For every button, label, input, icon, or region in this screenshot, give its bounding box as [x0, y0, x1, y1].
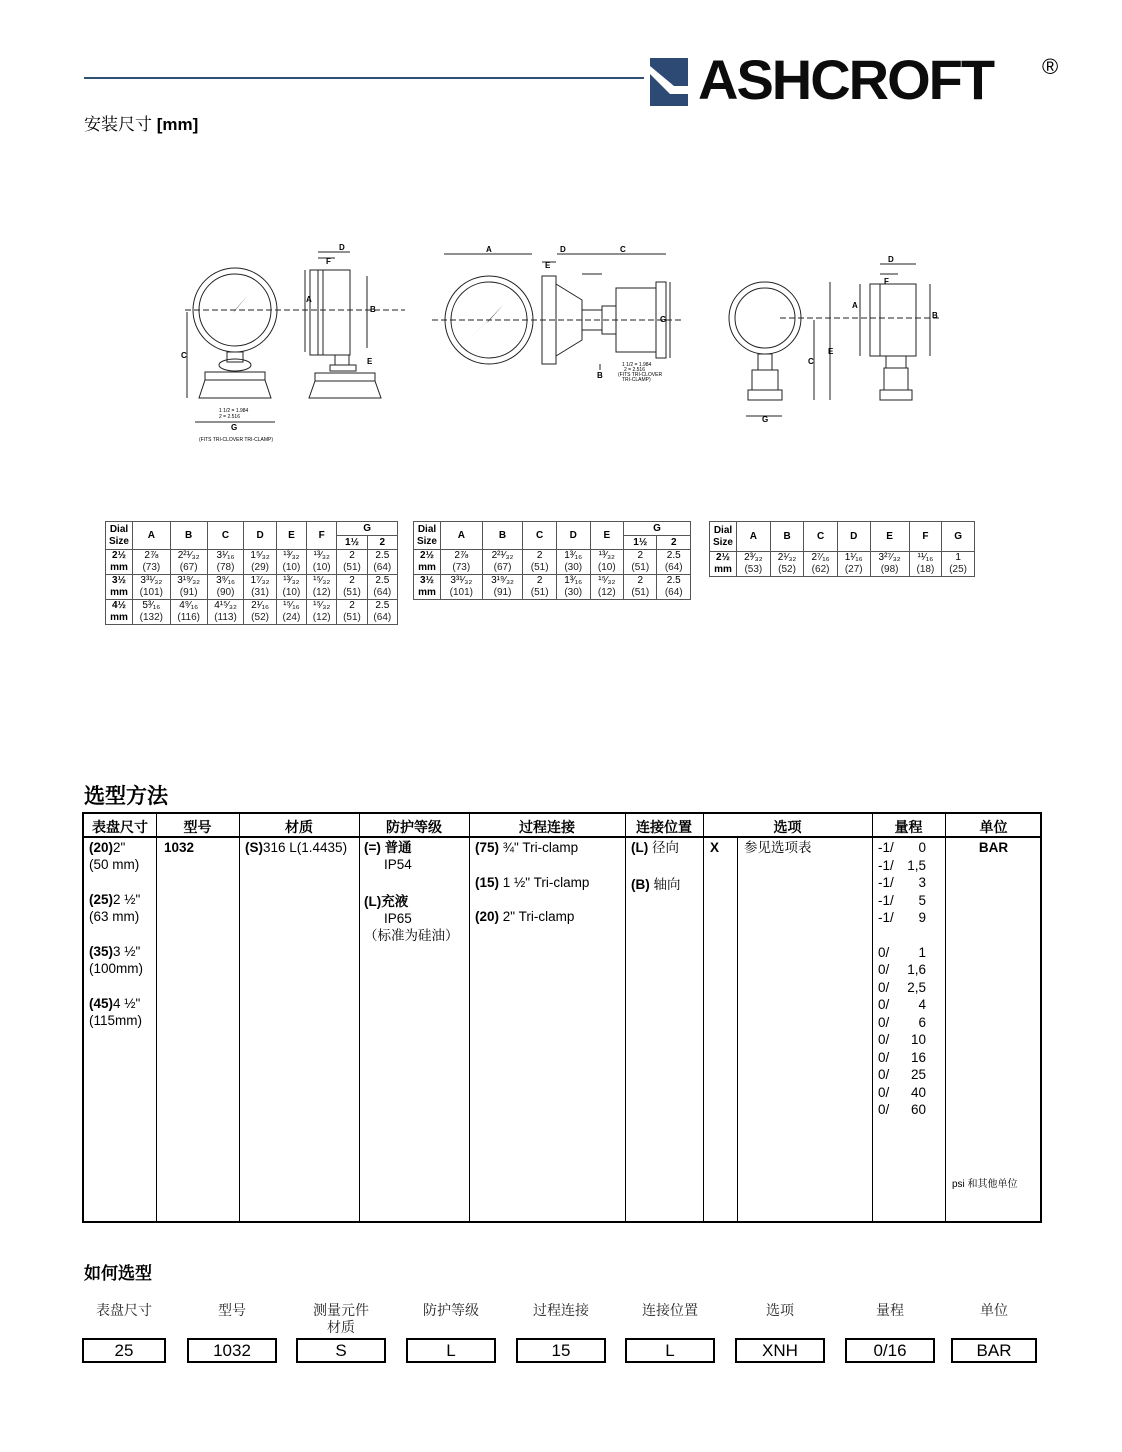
how-label: 表盘尺寸 — [96, 1302, 152, 1318]
range-item: 0/ 40 — [878, 1084, 926, 1100]
svg-text:D: D — [888, 255, 894, 264]
connection-option: (15) 1 ½" Tri-clamp — [475, 875, 590, 890]
svg-text:B: B — [370, 305, 376, 314]
col-divider — [737, 836, 738, 1221]
table-row: 3½ mm 3³¹⁄₃₂ (101) 3¹⁹⁄₃₂ (91) 2 (51) 1³⁄₁₆ (30) ¹⁵⁄₃₂ (12) 2 (51) 2.5 (64) — [414, 575, 691, 600]
header-protection: 防护等级 — [386, 819, 442, 835]
range-item: 0/ 4 — [878, 997, 926, 1012]
svg-text:G: G — [660, 315, 667, 324]
protection-option: (L)充液 IP65 （标准为硅油） — [364, 894, 459, 943]
how-value-box: BAR — [951, 1338, 1037, 1363]
subtitle-text: 安装尺寸 — [84, 115, 152, 134]
dimension-table-1: Dial Size A B C D E F G 1½ 2 2½ mm 2⅞ (73) 2²¹⁄₃₂ (67) 3¹⁄₁₆ (78) 1⁵⁄₃₂ (29) ¹³⁄₃₂ (10) ¹³⁄₃₂ (10) 2 (51) 2.5 (64) 3½ mm 3³¹⁄₃₂ (101) 3¹⁹⁄₃₂ (91) 3⁹⁄₁₆ (90) 1⁷⁄₃₂ (31) ¹³⁄₃₂ (10) ¹⁵⁄₃₂ (12) 2 (51) 2.5 (64) 4½ mm 5³⁄₁₆ (132) 4⁹⁄₁₆ (116) 4¹⁵⁄₃₂ (113) 2¹⁄₁₆ (52) ¹⁵⁄₁₆ (24) ¹⁵⁄₃₂ (12) 2 (51) 2.5 (64) — [105, 521, 398, 625]
how-value-box: 15 — [516, 1338, 606, 1363]
how-label: 测量元件 材质 — [313, 1302, 369, 1335]
how-value-box: L — [625, 1338, 715, 1363]
col-divider — [156, 814, 157, 1221]
option-code: X — [710, 840, 720, 855]
how-value-box: L — [406, 1338, 496, 1363]
connection-option: (75) ¾" Tri-clamp — [475, 840, 579, 855]
subtitle-unit: [mm] — [156, 115, 199, 134]
svg-text:E: E — [367, 357, 373, 366]
svg-text:B: B — [932, 311, 938, 320]
dial-size-option: (45)4 ½" (115mm) — [89, 996, 143, 1028]
header-process-connection: 过程连接 — [519, 819, 575, 835]
range-item: -1/ 0 — [878, 840, 926, 855]
header-material: 材质 — [285, 819, 313, 835]
svg-text:G: G — [762, 415, 769, 424]
logo-mark-icon — [648, 56, 696, 108]
how-label: 连接位置 — [642, 1302, 698, 1318]
material-option: (S)316 L(1.4435) — [245, 840, 348, 855]
install-dimensions-title — [84, 110, 198, 135]
col-divider — [359, 814, 360, 1221]
range-item: 0/ 16 — [878, 1049, 926, 1065]
col-divider — [239, 814, 240, 1221]
svg-text:(FITS TRI-CLOVER: (FITS TRI-CLOVER — [618, 372, 663, 378]
svg-text:B: B — [597, 371, 603, 380]
drawing-1 — [175, 240, 405, 450]
ashcroft-logo — [648, 48, 1068, 112]
svg-text:C: C — [181, 351, 187, 360]
svg-text:TRI-CLAMP): TRI-CLAMP) — [622, 377, 651, 383]
col-divider — [703, 814, 704, 1221]
model-value: 1032 — [164, 840, 195, 855]
connection-option: (20) 2" Tri-clamp — [475, 909, 575, 924]
range-item: -1/ 3 — [878, 875, 926, 890]
how-value-box: 25 — [82, 1338, 166, 1363]
range-item: 0/ 25 — [878, 1067, 926, 1082]
range-item: 0/ 10 — [878, 1032, 926, 1047]
svg-text:F: F — [884, 277, 889, 286]
header-rule — [84, 77, 644, 79]
how-value-box: 0/16 — [845, 1338, 935, 1363]
ordering-grid — [82, 812, 1042, 1223]
svg-text:2 = 2.516: 2 = 2.516 — [219, 414, 240, 420]
range-item: 0/ 1,6 — [878, 962, 926, 977]
unit-value: BAR — [978, 840, 1009, 855]
range-item: 0/ 2,5 — [878, 979, 926, 995]
dial-size-header: Dial Size — [106, 522, 133, 550]
selection-title: 选型方法 — [84, 785, 168, 808]
dimension-table-2: Dial Size A B C D E G 1½ 2 2½ mm 2⅞ (73) 2²¹⁄₃₂ (67) 2 (51) 1³⁄₁₆ (30) ¹³⁄₃₂ (10) 2 (51) 2.5 (64) 3½ mm 3³¹⁄₃₂ (101) 3¹⁹⁄₃₂ (91) 2 (51) 1³⁄₁₆ (30) ¹⁵⁄₃₂ (12) 2 (51) 2.5 (64) — [413, 521, 691, 600]
how-value-box: 1032 — [187, 1338, 277, 1363]
col-divider — [469, 814, 470, 1221]
svg-text:C: C — [620, 245, 626, 254]
dial-size-option: (25)2 ½" (63 mm) — [89, 892, 141, 924]
col-divider — [945, 814, 946, 1221]
table-row: 2½ mm 2³⁄₃₂ (53) 2¹⁄₃₂ (52) 2⁷⁄₁₆ (62) 1¹⁄₁₆ (27) 3²⁷⁄₃₂ (98) ¹¹⁄₁₆ (18) 1 (25) — [710, 552, 975, 577]
how-to-order-title: 如何选型 — [84, 1264, 152, 1283]
svg-text:G: G — [231, 423, 238, 432]
drawing-3 — [720, 250, 950, 430]
how-label: 过程连接 — [533, 1302, 589, 1318]
svg-text:A: A — [852, 301, 858, 310]
header-unit: 单位 — [979, 819, 1008, 835]
svg-text:F: F — [326, 257, 331, 266]
how-label: 选项 — [766, 1302, 794, 1318]
svg-text:D: D — [560, 245, 566, 254]
dimension-table-3: Dial Size A B C D E F G 2½ mm 2³⁄₃₂ (53) 2¹⁄₃₂ (52) 2⁷⁄₁₆ (62) 1¹⁄₁₆ (27) 3²⁷⁄₃₂ (98) ¹¹⁄₁₆ (18) 1 (25) — [709, 521, 975, 577]
svg-text:2 = 2.516: 2 = 2.516 — [624, 367, 645, 373]
range-list — [878, 839, 926, 1119]
range-item: -1/ 1,5 — [878, 857, 926, 873]
col-divider — [872, 814, 873, 1221]
range-item: -1/ 9 — [878, 910, 926, 925]
protection-option: (=) 普通 IP54 — [364, 840, 412, 872]
position-option: (L) 径向 — [631, 840, 680, 855]
registered-mark: ® — [1042, 54, 1059, 79]
table-row: 2½ mm 2⅞ (73) 2²¹⁄₃₂ (67) 2 (51) 1³⁄₁₆ (30) ¹³⁄₃₂ (10) 2 (51) 2.5 (64) — [414, 550, 691, 575]
table-row: 3½ mm 3³¹⁄₃₂ (101) 3¹⁹⁄₃₂ (91) 3⁹⁄₁₆ (90) 1⁷⁄₃₂ (31) ¹³⁄₃₂ (10) ¹⁵⁄₃₂ (12) 2 (51) 2.5 (64) — [106, 575, 398, 600]
how-label: 单位 — [980, 1302, 1008, 1318]
header-connection-position: 连接位置 — [636, 819, 692, 835]
dial-size-option: (20)2" (50 mm) — [89, 840, 140, 872]
header-model: 型号 — [183, 819, 212, 835]
header-options: 选项 — [773, 819, 802, 835]
svg-text:A: A — [306, 295, 312, 304]
svg-text:A: A — [486, 245, 492, 254]
range-item: 0/ 6 — [878, 1014, 926, 1030]
table-row: 4½ mm 5³⁄₁₆ (132) 4⁹⁄₁₆ (116) 4¹⁵⁄₃₂ (113) 2¹⁄₁₆ (52) ¹⁵⁄₁₆ (24) ¹⁵⁄₃₂ (12) 2 (51) 2.5 (64) — [106, 600, 398, 625]
how-label: 量程 — [876, 1302, 904, 1318]
how-label: 防护等级 — [423, 1302, 479, 1318]
how-value-box: S — [296, 1338, 386, 1363]
option-text: 参见选项表 — [744, 840, 812, 855]
how-value-box: XNH — [735, 1338, 825, 1363]
brand-wordmark: ASHCROFT — [698, 48, 994, 111]
header-range: 量程 — [894, 819, 923, 835]
range-item: -1/ 5 — [878, 892, 926, 908]
position-option: (B) 轴向 — [631, 877, 681, 892]
svg-text:(FITS TRI-CLOVER TRI-CLAMP): (FITS TRI-CLOVER TRI-CLAMP) — [199, 437, 273, 443]
header-dial-size: 表盘尺寸 — [92, 819, 148, 835]
drawing-2 — [432, 240, 692, 400]
svg-text:1 1/2 = 1.984: 1 1/2 = 1.984 — [622, 362, 652, 368]
table-row: 2½ mm 2⅞ (73) 2²¹⁄₃₂ (67) 3¹⁄₁₆ (78) 1⁵⁄₃₂ (29) ¹³⁄₃₂ (10) ¹³⁄₃₂ (10) 2 (51) 2.5 (64) — [106, 550, 398, 575]
unit-note: psi 和其他单位 — [952, 1179, 1018, 1190]
svg-text:E: E — [828, 347, 834, 356]
svg-text:1 1/2 = 1.984: 1 1/2 = 1.984 — [219, 408, 249, 414]
dial-size-option: (35)3 ½" (100mm) — [89, 944, 144, 976]
col-divider — [625, 814, 626, 1221]
svg-text:C: C — [808, 357, 814, 366]
range-item: 0/ 1 — [878, 944, 926, 960]
svg-text:D: D — [339, 243, 345, 252]
svg-text:E: E — [545, 261, 551, 270]
how-label: 型号 — [218, 1302, 246, 1318]
range-item: 0/ 60 — [878, 1102, 926, 1117]
